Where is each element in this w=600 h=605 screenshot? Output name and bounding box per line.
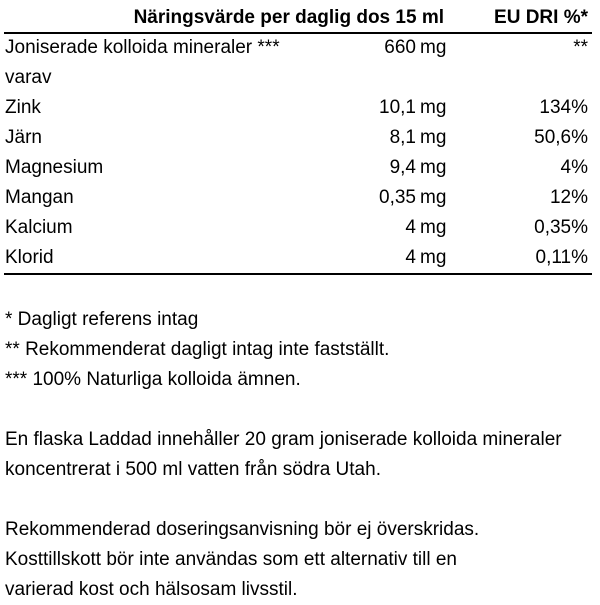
row-name: Zink (5, 97, 41, 118)
row-name: varav (5, 67, 52, 88)
table-row (0, 93, 600, 123)
row-unit: mg (420, 127, 447, 148)
row-amount: 9,4 (389, 157, 416, 178)
table-row (0, 63, 600, 93)
spacer (5, 395, 590, 425)
footnote: ** Rekommenderat dagligt intag inte fastställt. (5, 339, 390, 360)
row-amount: 0,35 (379, 187, 416, 208)
row-dri: 0,11% (535, 247, 588, 268)
table-row (0, 123, 600, 153)
row-dri: 12% (549, 187, 588, 208)
row-name: Magnesium (5, 157, 104, 178)
table-row (0, 153, 600, 183)
dri-header: EU DRI %* (494, 7, 588, 28)
row-dri: 50,6% (534, 127, 588, 148)
row-dri: 134% (539, 97, 588, 118)
row-amount: 660 (384, 37, 416, 58)
row-name: Järn (5, 127, 42, 148)
advice-line: varierad kost och hälsosam livsstil. (5, 579, 298, 600)
row-amount: 10,1 (379, 97, 416, 118)
table-row (0, 243, 600, 273)
row-name: Joniserade kolloida mineraler *** (5, 37, 280, 58)
row-name: Mangan (5, 187, 74, 208)
row-amount: 8,1 (389, 127, 416, 148)
footnote: * Dagligt referens intag (5, 309, 199, 330)
table-bottom-divider (4, 273, 592, 275)
row-unit: mg (420, 37, 447, 58)
table-row (0, 33, 600, 63)
table-row (0, 183, 600, 213)
row-name: Klorid (5, 247, 54, 268)
info-line: En flaska Laddad innehåller 20 gram joniserade kolloida mineraler (5, 429, 562, 450)
row-amount: 4 (405, 247, 416, 268)
advice-line: Kosttillskott bör inte användas som ett alternativ till en (5, 549, 458, 570)
table-row (0, 213, 600, 243)
row-unit: mg (420, 187, 447, 208)
row-dri: 0,35% (534, 217, 588, 238)
row-unit: mg (420, 217, 447, 238)
row-unit: mg (420, 97, 447, 118)
nutrition-header: Näringsvärde per daglig dos 15 ml (133, 7, 444, 28)
info-line: koncentrerat i 500 ml vatten från södra Utah. (5, 459, 381, 480)
row-dri: ** (573, 37, 588, 58)
notes-section (5, 305, 590, 605)
footnote: *** 100% Naturliga kolloida ämnen. (5, 369, 301, 390)
row-name: Kalcium (5, 217, 73, 238)
spacer (5, 485, 590, 515)
advice-line: Rekommenderad doseringsanvisning bör ej överskridas. (5, 519, 480, 540)
row-amount: 4 (405, 217, 416, 238)
row-unit: mg (420, 247, 447, 268)
row-dri: 4% (560, 157, 588, 178)
row-unit: mg (420, 157, 447, 178)
